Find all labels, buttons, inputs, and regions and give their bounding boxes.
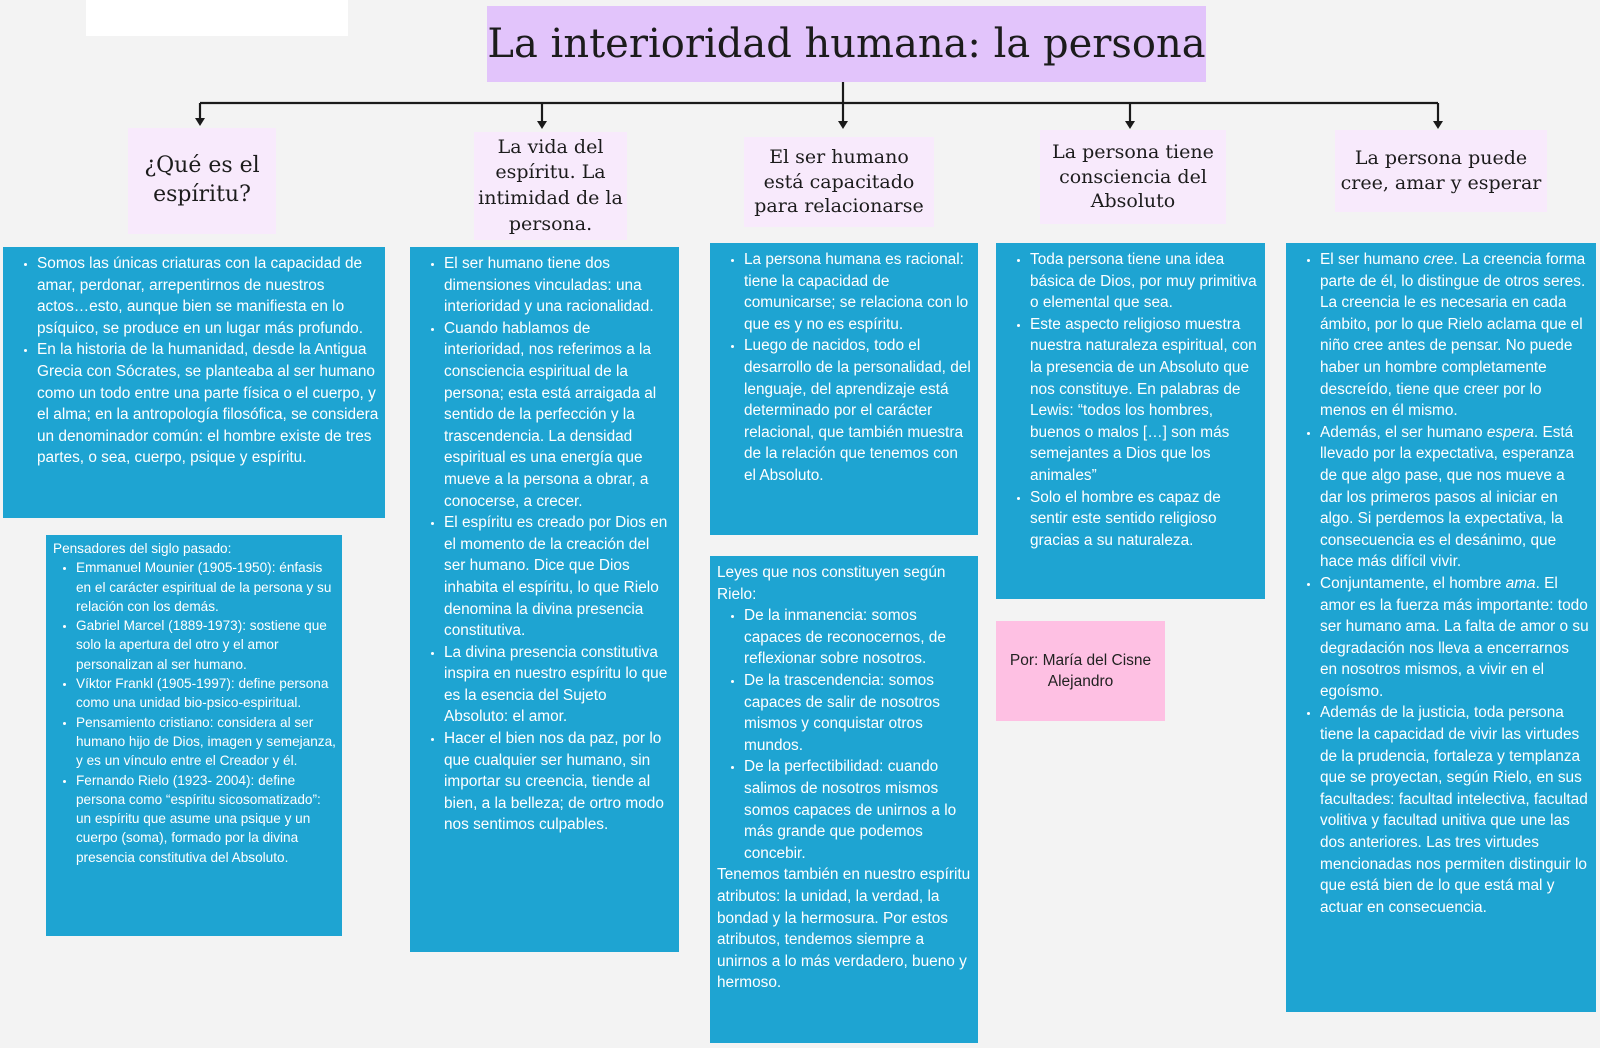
branch-heading-believe-love-hope: La persona puede cree, amar y esperar <box>1335 130 1547 212</box>
list-item: • En la historia de la humanidad, desde la Antigua Grecia con Sócrates, se planteaba al ser humano como un todo entre una parte física o el cuerpo, y el alma; en la antropología filosófica, se considera un denominador común: el hombre existe de tres partes, o sea, cuerpo, psique y espíritu. <box>37 339 379 469</box>
relational-box <box>710 243 978 535</box>
thinkers-box <box>46 535 342 936</box>
believe-love-hope-box <box>1286 243 1596 1012</box>
laws-box <box>710 556 978 1043</box>
spirit-life-box <box>410 247 679 952</box>
list-item: • Somos las únicas criaturas con la capacidad de amar, perdonar, arrepentirnos de nuestros actos…esto, aunque bien se manifiesta en lo psíquico, se produce en un lugar más profundo. <box>37 253 379 339</box>
list-item: • La divina presencia constitutiva inspira en nuestro espíritu lo que es la esencia del Sujeto Absoluto: el amor. <box>444 642 673 728</box>
list-item: • El ser humano tiene dos dimensiones vinculadas: una interioridad y una racionalidad. <box>444 253 673 318</box>
bullet-text-pre: Conjuntamente, el hombre <box>1320 574 1506 592</box>
bullet-text-emphasis: espera <box>1486 423 1534 441</box>
list-item: • Este aspecto religioso muestra nuestra naturaleza espiritual, con la presencia de un Absoluto que nos constituye. En palabras de Lewis: “todos los hombres, buenos o malos […] son más semejantes a Dios que los animales” <box>1030 314 1259 487</box>
spirit-info-box <box>3 247 385 518</box>
list-item: • De la trascendencia: somos capaces de salir de nosotros mismos y conquistar otros mundos. <box>744 670 972 756</box>
list-item: • Solo el hombre es capaz de sentir este sentido religioso gracias a su naturaleza. <box>1030 487 1259 552</box>
bullet-text-emphasis: cree <box>1423 251 1454 268</box>
bullet-text-post: . El amor es la fuerza más importante: todo ser humano ama. La falta de amor o su degradación nos lleva a encerrarnos en nosotros mismos, a vivir en el egoísmo. <box>1320 574 1589 700</box>
bullet-text-pre: Además, el ser humano <box>1320 423 1487 441</box>
author-credit: Por: María del Cisne Alejandro <box>996 621 1165 721</box>
list-item: • Gabriel Marcel (1889-1973): sostiene que solo la apertura del otro y el amor personalizan al ser humano. <box>76 616 336 674</box>
list-item: • Luego de nacidos, todo el desarrollo de la personalidad, del lenguaje, del aprendizaje está determinado por el carácter relacional, que también muestra de la relación que tenemos con el Absoluto. <box>744 335 972 486</box>
list-item: • Fernando Rielo (1923- 2004): define persona como “espíritu sicosomatizado”: un espíritu que asume una psique y un cuerpo (soma), formado por la divina presencia constitutiva del Absoluto. <box>76 771 336 867</box>
list-item: • Emmanuel Mounier (1905-1950): énfasis en el carácter espiritual de la persona y su relación con los demás. <box>76 558 336 616</box>
bullet-text-post: . La creencia forma parte de él, lo distingue de otros seres. La creencia le es necesaria en cada ámbito, por lo que Rielo aclama que el niño cree antes de pensar. No puede haber un hombre completamente descreído, tiene que creer por lo menos en él mismo. <box>1320 251 1586 420</box>
list-item: • Pensamiento cristiano: considera al ser humano hijo de Dios, imagen y semejanza, y es un vínculo entre el Creador y él. <box>76 713 336 771</box>
list-item: • De la perfectibilidad: cuando salimos de nosotros mismos somos capaces de unirnos a lo más grande que podemos concebir. <box>744 756 972 864</box>
branch-heading-spirit: ¿Qué es el espíritu? <box>128 128 276 234</box>
list-item <box>1320 249 1590 422</box>
list-item: • El espíritu es creado por Dios en el momento de la creación del ser humano. Dice que Dios inhabita el espíritu, lo que Rielo denomina la divina presencia constitutiva. <box>444 512 673 642</box>
bullet-text-emphasis: ama <box>1505 574 1536 592</box>
page-title: La interioridad humana: la persona <box>487 6 1206 82</box>
branch-heading-spirit-life: La vida del espíritu. La intimidad de la persona. <box>474 132 627 240</box>
laws-intro: Leyes que nos constituyen según Rielo: <box>717 564 946 603</box>
list-item: • De la inmanencia: somos capaces de reconocernos, de reflexionar sobre nosotros. <box>744 605 972 670</box>
list-item: • Hacer el bien nos da paz, por lo que cualquier ser humano, sin importar su creencia, tiende al bien, a la belleza; de ortro modo nos sentimos culpables. <box>444 728 673 836</box>
list-item: • Víktor Frankl (1905-1997): define persona como una unidad bio-psico-espiritual. <box>76 674 336 713</box>
branch-heading-absolute: La persona tiene consciencia del Absoluto <box>1040 130 1226 224</box>
list-item: • Toda persona tiene una idea básica de Dios, por muy primitiva o elemental que sea. <box>1030 249 1259 314</box>
bullet-text-pre: El ser humano <box>1320 251 1424 268</box>
list-item: • La persona humana es racional: tiene la capacidad de comunicarse; se relaciona con lo que es y no es espíritu. <box>744 249 972 335</box>
list-item <box>1320 573 1590 703</box>
list-item: • Cuando hablamos de interioridad, nos referimos a la consciencia espiritual de la persona; esta está arraigada al sentido de la perfección y la trascendencia. La densidad espiritual es una energía que mueve a la persona a obrar, a conocerse, a crecer. <box>444 318 673 512</box>
bullet-text-post: . Está llevado por la expectativa, esperanza de que algo pase, que nos mueve a dar los primeros pasos al iniciar en algo. Si perdemos la expectativa, la consecuencia es el desánimo, que hace más difícil vivir. <box>1320 423 1575 571</box>
list-item <box>1320 422 1590 573</box>
absolute-box <box>996 243 1265 599</box>
list-item <box>1320 702 1590 918</box>
laws-closing: Tenemos también en nuestro espíritu atributos: la unidad, la verdad, la bondad y la hermosura. Por estos atributos, tendemos siempre a unirnos a lo más verdadero, bueno y hermoso. <box>717 866 971 992</box>
bullet-text-pre: Además de la justicia, toda persona tiene la capacidad de vivir las virtudes de la prudencia, fortaleza y templanza que se proyectan, según Rielo, en sus facultades: facultad intelectiva, facultad volitiva y facultad unitiva que une las dos anteriores. Las tres virtudes mencionadas nos permiten distinguir lo que está bien de lo que está mal y actuar en consecuencia. <box>1320 704 1588 916</box>
thinkers-intro: Pensadores del siglo pasado: <box>53 541 232 556</box>
branch-heading-relational: El ser humano está capacitado para relacionarse <box>744 137 934 227</box>
